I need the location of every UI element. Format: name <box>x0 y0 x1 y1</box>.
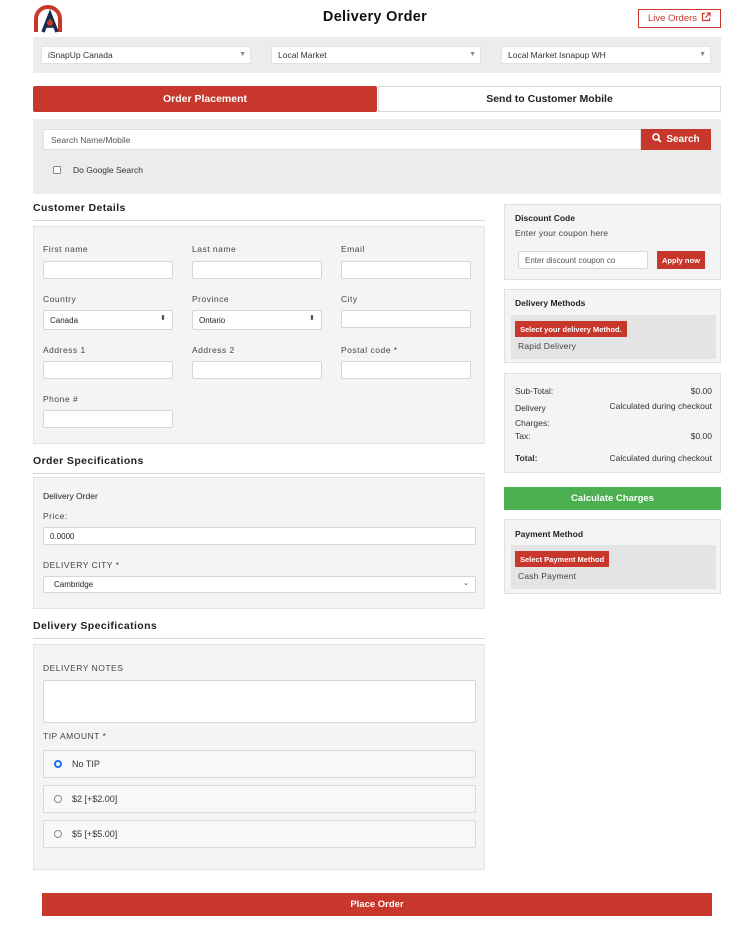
discount-code-subtitle: Enter your coupon here <box>515 228 609 238</box>
discount-code-input[interactable]: Enter discount coupon co <box>518 251 648 269</box>
address1-field[interactable] <box>43 361 173 379</box>
order-specs-panel <box>33 477 485 609</box>
delivery-notes-textarea[interactable] <box>43 680 476 723</box>
first-name-field[interactable] <box>43 261 173 279</box>
tip-option-2[interactable] <box>43 785 476 813</box>
tip-option-label: $5 [+$5.00] <box>72 829 118 839</box>
google-search-label: Do Google Search <box>73 165 143 175</box>
order-specs-subtitle: Delivery Order <box>43 491 98 501</box>
delivery-city-label: DELIVERY CITY * <box>43 560 120 570</box>
email-label: Email <box>341 244 365 254</box>
payment-methods-list <box>511 545 716 589</box>
tip-radio-selected[interactable] <box>54 760 62 768</box>
postal-code-field[interactable] <box>341 361 471 379</box>
customer-details-panel <box>33 226 485 444</box>
tip-radio[interactable] <box>54 795 62 803</box>
search-button[interactable] <box>641 129 711 150</box>
discount-code-title: Discount Code <box>515 213 575 223</box>
chevron-down-icon: ⌄ <box>463 580 469 587</box>
country-select-value: Canada <box>50 315 79 325</box>
total-value: Calculated during checkout <box>609 453 712 463</box>
order-specs-title: Order Specifications <box>33 455 485 474</box>
order-summary-box <box>504 373 721 473</box>
delivery-specs-panel <box>33 644 485 870</box>
tab-send-to-customer-mobile[interactable]: Send to Customer Mobile <box>378 86 721 112</box>
tip-radio[interactable] <box>54 830 62 838</box>
chevron-down-icon: ▼ <box>469 51 476 58</box>
province-select[interactable] <box>192 310 322 330</box>
calculate-charges-button[interactable]: Calculate Charges <box>504 487 721 510</box>
search-input[interactable]: Search Name/Mobile <box>43 129 641 150</box>
tax-value: $0.00 <box>690 431 712 441</box>
postal-code-label: Postal code * <box>341 345 398 355</box>
address1-label: Address 1 <box>43 345 86 355</box>
tip-amount-label: TIP AMOUNT * <box>43 731 107 741</box>
tax-label: Tax: <box>515 431 531 441</box>
payment-method-box <box>504 519 721 594</box>
warehouse-select[interactable] <box>501 46 711 64</box>
payment-method-select-button[interactable]: Select Payment Method <box>515 551 609 567</box>
first-name-label: First name <box>43 244 89 254</box>
delivery-method-select-button[interactable]: Select your delivery Method. <box>515 321 627 337</box>
live-orders-label: Live Orders <box>647 13 698 24</box>
search-panel <box>33 119 721 194</box>
delivery-city-value: Cambridge <box>54 580 94 589</box>
subtotal-value: $0.00 <box>690 386 712 396</box>
company-select[interactable] <box>41 46 251 64</box>
search-button-label: Search <box>666 134 700 145</box>
discount-code-box <box>504 204 721 280</box>
country-select[interactable] <box>43 310 173 330</box>
chevron-down-icon: ▼ <box>699 51 706 58</box>
apply-coupon-button[interactable]: Apply now <box>657 251 705 269</box>
delivery-methods-box <box>504 289 721 363</box>
chevron-down-icon: ▼ <box>239 51 246 58</box>
delivery-charges-label-line1: Delivery <box>515 403 546 413</box>
delivery-methods-title: Delivery Methods <box>515 298 586 308</box>
price-label: Price: <box>43 511 68 521</box>
email-field[interactable] <box>341 261 471 279</box>
market-select-value: Local Market <box>278 50 327 60</box>
last-name-field[interactable] <box>192 261 322 279</box>
tip-option-label: No TIP <box>72 759 100 769</box>
delivery-specs-title: Delivery Specifications <box>33 620 485 639</box>
delivery-charges-label-line2: Charges: <box>515 418 550 428</box>
sort-arrows-icon: ⬍ <box>160 315 166 322</box>
delivery-city-select[interactable] <box>43 576 476 593</box>
province-label: Province <box>192 294 230 304</box>
country-label: Country <box>43 294 77 304</box>
tip-option-5[interactable] <box>43 820 476 848</box>
delivery-method-option[interactable]: Rapid Delivery <box>518 341 577 351</box>
delivery-charges-value: Calculated during checkout <box>609 401 712 411</box>
total-row <box>515 453 712 463</box>
city-label: City <box>341 294 358 304</box>
price-value: 0.0000 <box>50 531 75 541</box>
total-label: Total: <box>515 453 538 463</box>
address2-label: Address 2 <box>192 345 235 355</box>
live-orders-button[interactable] <box>638 9 721 28</box>
phone-label: Phone # <box>43 394 79 404</box>
last-name-label: Last name <box>192 244 237 254</box>
google-search-option <box>53 165 143 175</box>
province-select-value: Ontario <box>199 315 226 325</box>
google-search-checkbox[interactable] <box>53 166 61 174</box>
tax-row <box>515 431 712 441</box>
delivery-charges-row <box>515 401 712 431</box>
payment-method-title: Payment Method <box>515 529 584 539</box>
delivery-methods-list <box>511 315 716 359</box>
phone-field[interactable] <box>43 410 173 428</box>
tip-option-none[interactable] <box>43 750 476 778</box>
delivery-charges-label <box>515 401 550 431</box>
payment-method-option[interactable]: Cash Payment <box>518 571 577 581</box>
store-selector-bar <box>33 37 721 73</box>
subtotal-label: Sub-Total: <box>515 386 554 396</box>
subtotal-row <box>515 386 712 396</box>
page-title: Delivery Order <box>322 9 428 25</box>
market-select[interactable] <box>271 46 481 64</box>
customer-details-title: Customer Details <box>33 202 485 221</box>
company-select-value: iSnapUp Canada <box>48 50 113 60</box>
city-field[interactable] <box>341 310 471 328</box>
place-order-button[interactable]: Place Order <box>42 893 712 916</box>
tip-option-label: $2 [+$2.00] <box>72 794 118 804</box>
search-icon <box>652 133 662 146</box>
sort-arrows-icon: ⬍ <box>309 315 315 322</box>
tab-order-placement[interactable]: Order Placement <box>33 86 377 112</box>
address2-field[interactable] <box>192 361 322 379</box>
delivery-notes-label: DELIVERY NOTES <box>43 663 124 673</box>
warehouse-select-value: Local Market Isnapup WH <box>508 50 606 60</box>
price-field[interactable] <box>43 527 476 545</box>
external-link-icon <box>701 12 711 25</box>
